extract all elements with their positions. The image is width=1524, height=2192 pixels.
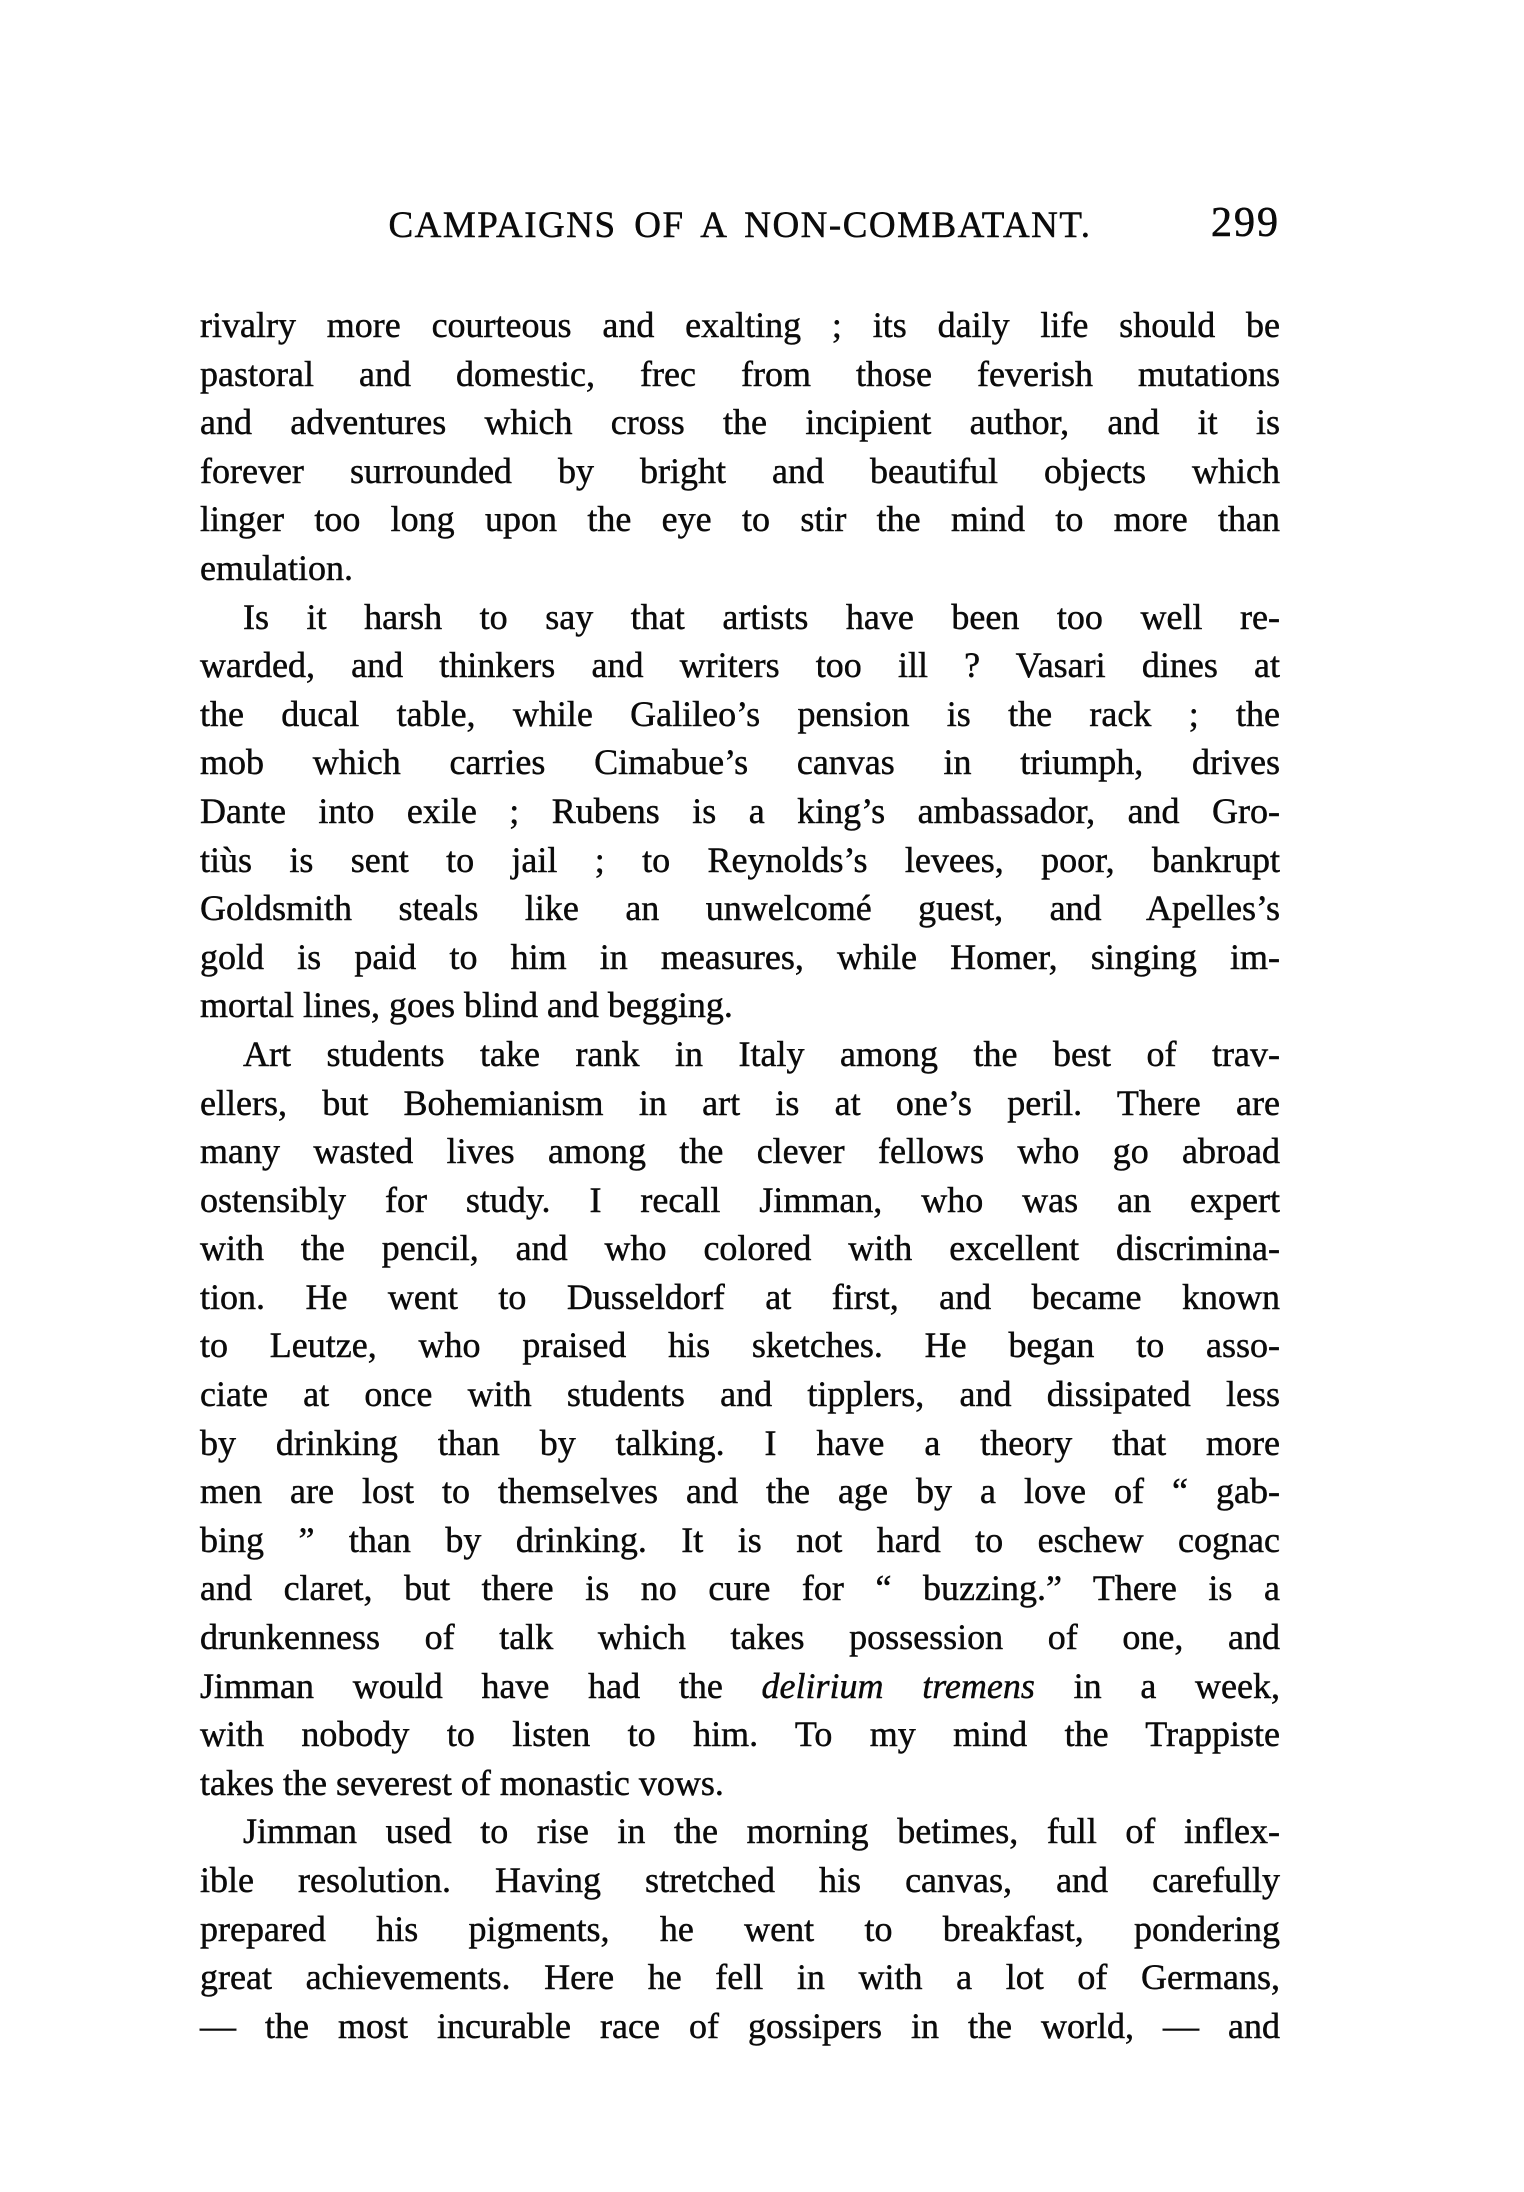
paragraph <box>200 593 1280 1030</box>
text-segment: prepared his pigments, he went to breakfast, pondering <box>200 1908 1280 1949</box>
text-line <box>200 1467 1280 1516</box>
text-segment: ellers, but Bohemianism in art is at one’s peril. There are <box>200 1082 1280 1123</box>
text-line <box>200 1273 1280 1322</box>
text-line <box>200 836 1280 885</box>
text-line <box>200 301 1280 350</box>
text-line <box>200 1759 1280 1808</box>
paragraph <box>200 1030 1280 1808</box>
text-segment: gold is paid to him in measures, while Homer, singing im- <box>200 936 1280 977</box>
text-segment: tiùs is sent to jail ; to Reynolds’s levees, poor, bankrupt <box>200 839 1280 880</box>
text-segment: ciate at once with students and tipplers, and dissipated less <box>200 1374 1280 1415</box>
text-segment: to Leutze, who praised his sketches. He began to asso- <box>200 1325 1280 1366</box>
italic-text: delirium tremens <box>761 1665 1035 1706</box>
text-segment: great achievements. Here he fell in with a lot of Germans, <box>200 1957 1280 1998</box>
running-header: CAMPAIGNS OF A NON-COMBATANT. <box>388 205 1092 246</box>
text-line <box>200 738 1280 787</box>
text-line <box>200 1030 1280 1079</box>
text-segment: takes the severest of monastic vows. <box>200 1762 724 1803</box>
text-segment: Art students take rank in Italy among the best of trav- <box>243 1033 1280 1074</box>
text-segment: warded, and thinkers and writers too ill ? Vasari dines at <box>200 645 1280 686</box>
text-line <box>200 641 1280 690</box>
text-segment: with nobody to listen to him. To my mind the Trappiste <box>200 1714 1280 1755</box>
text-segment: ible resolution. Having stretched his canvas, and carefully <box>200 1860 1280 1900</box>
text-line <box>200 1370 1280 1419</box>
text-line <box>200 2002 1280 2051</box>
text-line <box>200 1807 1280 1856</box>
text-segment: Dante into exile ; Rubens is a king’s ambassador, and Gro- <box>200 790 1280 831</box>
text-segment: Goldsmith steals like an unwelcomé guest, and Apelles’s <box>200 888 1280 929</box>
text-segment: Jimman would have had the <box>200 1665 762 1706</box>
paragraph <box>200 1807 1280 2050</box>
text-block <box>200 301 1280 2050</box>
text-segment: men are lost to themselves and the age by a love of “ gab- <box>200 1471 1280 1512</box>
text-line <box>200 981 1280 1030</box>
text-line <box>200 1321 1280 1370</box>
text-line <box>200 787 1280 836</box>
text-segment: many wasted lives among the clever fellows who go abroad <box>200 1131 1280 1172</box>
text-line <box>200 398 1280 447</box>
text-segment: linger too long upon the eye to stir the mind to more than <box>200 499 1280 540</box>
text-line <box>200 1127 1280 1176</box>
text-segment: tion. He went to Dusseldorf at first, and became known <box>200 1276 1280 1317</box>
text-line <box>200 544 1280 593</box>
text-line <box>200 1662 1280 1711</box>
text-segment: — the most incurable race of gossipers in the world, — and <box>200 2005 1280 2046</box>
text-line <box>200 933 1280 982</box>
text-line <box>200 690 1280 739</box>
text-line <box>200 1710 1280 1759</box>
text-segment: drunkenness of talk which takes possession of one, and <box>200 1617 1280 1658</box>
text-segment: Is it harsh to say that artists have been too well re- <box>243 596 1280 637</box>
text-line <box>200 1953 1280 2002</box>
text-line <box>200 884 1280 933</box>
text-line <box>200 495 1280 544</box>
text-segment: rivalry more courteous and exalting ; its daily life should be <box>200 305 1280 345</box>
text-line <box>200 1613 1280 1662</box>
text-segment: and adventures which cross the incipient author, and it is <box>200 402 1280 443</box>
text-segment: the ducal table, while Galileo’s pension is the rack ; the <box>200 693 1280 734</box>
text-segment: mob which carries Cimabue’s canvas in triumph, drives <box>200 742 1280 783</box>
text-line <box>200 1176 1280 1225</box>
text-segment: ostensibly for study. I recall Jimman, who was an expert <box>200 1179 1280 1220</box>
text-line <box>200 1516 1280 1565</box>
text-line <box>200 593 1280 642</box>
page-number: 299 <box>1211 200 1280 246</box>
paragraph <box>200 301 1280 593</box>
text-segment: emulation. <box>200 547 353 588</box>
text-segment: mortal lines, goes blind and begging. <box>200 985 733 1026</box>
text-line <box>200 447 1280 496</box>
text-line <box>200 1224 1280 1273</box>
text-segment: by drinking than by talking. I have a theory that more <box>200 1422 1280 1463</box>
text-segment: Jimman used to rise in the morning betimes, full of inflex- <box>243 1811 1280 1852</box>
text-segment: in a week, <box>1034 1665 1280 1706</box>
text-segment: and claret, but there is no cure for “ buzzing.” There is a <box>200 1568 1280 1609</box>
text-line <box>200 1905 1280 1954</box>
text-segment: pastoral and domestic, frec from those feverish mutations <box>200 353 1280 394</box>
text-line <box>200 1419 1280 1468</box>
text-line <box>200 1079 1280 1128</box>
text-line <box>200 1564 1280 1613</box>
text-line <box>200 350 1280 399</box>
text-segment: bing ” than by drinking. It is not hard to eschew cognac <box>200 1519 1280 1560</box>
text-line <box>200 1856 1280 1905</box>
text-segment: with the pencil, and who colored with excellent discrimina- <box>200 1228 1280 1269</box>
text-segment: forever surrounded by bright and beautiful objects which <box>200 450 1280 491</box>
